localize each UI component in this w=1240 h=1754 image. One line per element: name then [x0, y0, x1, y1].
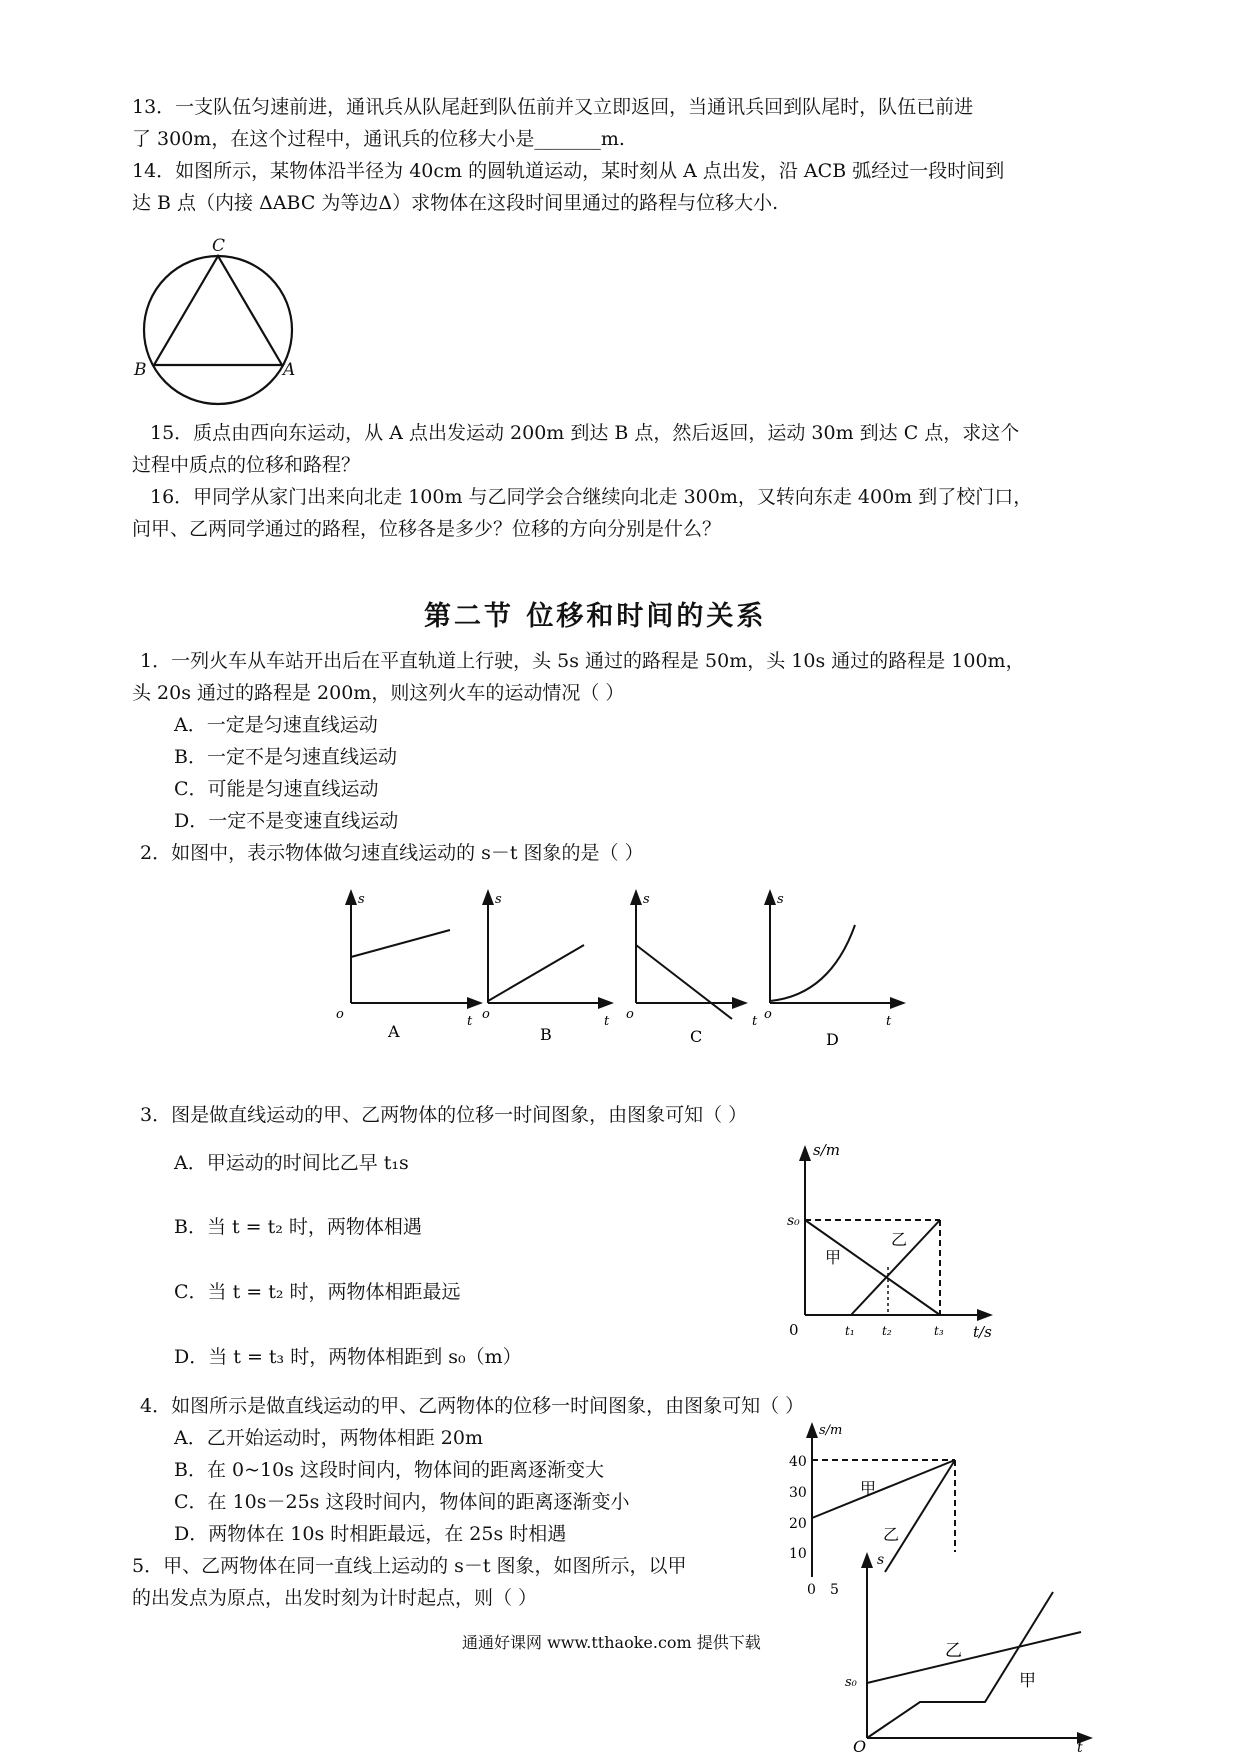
- graph-b-t-label: t: [604, 1014, 610, 1029]
- q5-jia-label: 甲: [1019, 1671, 1036, 1691]
- q5-t-label: t: [1077, 1740, 1083, 1754]
- graph-a-t-label: t: [467, 1014, 473, 1029]
- q13-line2: 了 300m，在这个过程中，通讯兵的位移大小是_______m.: [132, 128, 625, 150]
- q4-option-a: A．乙开始运动时，两物体相距 20m: [174, 1427, 483, 1449]
- q3-stem: 3．图是做直线运动的甲、乙两物体的位移一时间图象，由图象可知（ ）: [140, 1104, 748, 1126]
- q16-line2: 问甲、乙两同学通过的路程，位移各是多少？位移的方向分别是什么？: [132, 518, 722, 540]
- q1-option-c: C．可能是匀速直线运动: [174, 778, 379, 800]
- graph-d-name: D: [826, 1030, 839, 1049]
- point-b-label: B: [134, 360, 147, 380]
- q3-option-c: C．当 t = t₂ 时，两物体相距最远: [174, 1281, 461, 1303]
- graph-c-o-label: o: [626, 1007, 634, 1022]
- q3-option-d: D．当 t = t₃ 时，两物体相距到 s₀（m）: [174, 1346, 522, 1368]
- q3-option-b: B．当 t = t₂ 时，两物体相遇: [174, 1216, 422, 1238]
- q3-t1-label: t₁: [845, 1324, 855, 1338]
- q3-xlabel: t/s: [973, 1323, 992, 1341]
- q4-option-b: B．在 0~10s 这段时间内，物体间的距离逐渐变大: [174, 1459, 604, 1481]
- graph-b: [482, 892, 610, 1044]
- graph-c-line: [636, 945, 732, 1019]
- q2-stem: 2．如图中，表示物体做匀速直线运动的 s－t 图象的是（ ）: [140, 842, 644, 864]
- q5-line2: 的出发点为原点，出发时刻为计时起点，则（ ）: [132, 1587, 538, 1609]
- graph-d-s-label: s: [777, 892, 784, 907]
- q3-s0-label: s₀: [787, 1213, 800, 1229]
- orbit-circle: [144, 256, 292, 404]
- graph-c-name: C: [690, 1027, 703, 1046]
- q1-line1: 1．一列火车从车站开出后在平直轨道上行驶，头 5s 通过的路程是 50m，头 10s 通过的路程是 100m，: [140, 650, 1025, 672]
- q4-yi-label: 乙: [883, 1525, 900, 1544]
- q5-yi-line: [867, 1632, 1081, 1683]
- section-title: 第二节 位移和时间的关系: [424, 601, 767, 632]
- q5-s-label: s: [877, 1552, 885, 1568]
- q3-yi-label: 乙: [891, 1230, 908, 1249]
- q1-line2: 头 20s 通过的路程是 200m，则这列火车的运动情况（ ）: [132, 682, 625, 704]
- graph-a-name: A: [388, 1022, 400, 1041]
- q3-origin: 0: [789, 1321, 799, 1339]
- graph-c-t-label: t: [752, 1014, 758, 1029]
- q14-line2: 达 B 点（内接 ΔABC 为等边Δ）求物体在这段时间里通过的路程与位移大小.: [132, 192, 779, 214]
- graph-d-o-label: o: [764, 1007, 772, 1022]
- graph-a-line: [351, 930, 450, 957]
- q14-circle-figure: [140, 238, 310, 408]
- graph-b-name: B: [540, 1025, 552, 1044]
- graph-d: [764, 892, 898, 1049]
- q2-graphs: [330, 885, 920, 1049]
- q13-line1: 13．一支队伍匀速前进，通讯兵从队尾赶到队伍前并又立即返回，当通讯兵回到队尾时，队伍已前进: [132, 96, 974, 118]
- graph-d-t-label: t: [886, 1014, 892, 1029]
- q4-option-c: C．在 10s－25s 这段时间内，物体间的距离逐渐变小: [174, 1491, 630, 1513]
- q3-option-a: A．甲运动的时间比乙早 t₁s: [174, 1152, 409, 1174]
- q5-s0-label: s₀: [845, 1675, 857, 1690]
- graph-d-curve: [770, 925, 855, 1001]
- q4-jia-label: 甲: [860, 1479, 877, 1498]
- q14-line1: 14．如图所示，某物体沿半径为 40cm 的圆轨道运动，某时刻从 A 点出发，沿 ACB 弧经过一段时间到: [132, 160, 1005, 182]
- q3-t3-label: t₃: [934, 1324, 944, 1338]
- q1-option-d: D．一定不是变速直线运动: [174, 810, 399, 832]
- q5-figure: [845, 1552, 1095, 1752]
- q4-x0: 0: [807, 1582, 816, 1598]
- q4-ylabel: s/m: [819, 1423, 843, 1438]
- q5-yi-label: 乙: [945, 1641, 962, 1661]
- graph-a-s-label: s: [358, 892, 365, 907]
- q4-x5: 5: [830, 1582, 839, 1598]
- q3-jia-label: 甲: [825, 1248, 842, 1267]
- q4-y10: 10: [789, 1546, 807, 1562]
- q3-t2-label: t₂: [882, 1324, 892, 1338]
- q4-y40: 40: [789, 1454, 807, 1470]
- graph-a-o-label: o: [336, 1007, 344, 1022]
- q1-option-a: A．一定是匀速直线运动: [174, 714, 378, 736]
- graph-a: [336, 892, 475, 1041]
- q4-stem: 4．如图所示是做直线运动的甲、乙两物体的位移一时间图象，由图象可知（ ）: [140, 1395, 805, 1417]
- graph-b-o-label: o: [482, 1007, 490, 1022]
- q5-o-label: O: [853, 1737, 867, 1754]
- q15-line2: 过程中质点的位移和路程？: [132, 454, 361, 476]
- footer-text: 通通好课网 www.tthaoke.com 提供下载: [462, 1633, 761, 1652]
- q15-line1: 15．质点由西向东运动，从 A 点出发运动 200m 到达 B 点，然后返回，运动 30m 到达 C 点，求这个: [150, 422, 1020, 444]
- q3-jia-line: [805, 1220, 940, 1315]
- point-c-label: C: [212, 236, 226, 256]
- q1-option-b: B．一定不是匀速直线运动: [174, 746, 397, 768]
- graph-c: [626, 892, 758, 1046]
- q4-y20: 20: [789, 1516, 807, 1532]
- graph-c-s-label: s: [643, 892, 650, 907]
- q16-line1: 16．甲同学从家门出来向北走 100m 与乙同学会合继续向北走 300m，又转向东走 400m 到了校门口，: [150, 486, 1033, 508]
- q3-figure: [785, 1141, 1015, 1345]
- point-a-label: A: [283, 360, 296, 380]
- q5-line1: 5．甲、乙两物体在同一直线上运动的 s－t 图象，如图所示，以甲: [132, 1555, 687, 1577]
- q4-y30: 30: [789, 1485, 807, 1501]
- q5-jia-line: [867, 1592, 1053, 1738]
- q4-jia-line: [812, 1460, 955, 1518]
- graph-b-line: [488, 945, 584, 1001]
- graph-b-s-label: s: [495, 892, 502, 907]
- q4-option-d: D．两物体在 10s 时相距最远，在 25s 时相遇: [174, 1523, 567, 1545]
- q3-ylabel: s/m: [813, 1141, 840, 1159]
